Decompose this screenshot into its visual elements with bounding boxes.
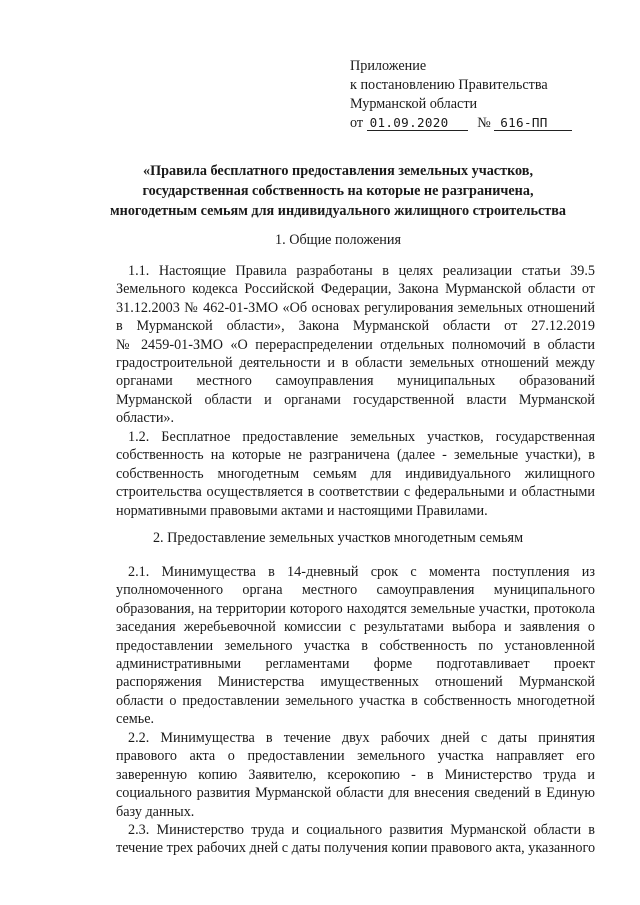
- paragraph-line: строительства осуществляется в соответствии с федеральными и областными: [116, 484, 595, 501]
- paragraph-line: уполномоченного органа местного самоуправления муниципального: [116, 582, 595, 599]
- section-1-heading: 1. Общие положения: [275, 232, 401, 248]
- document-title: [60, 161, 616, 221]
- paragraph-line: органами местного самоуправления муниципальных образований: [116, 373, 595, 390]
- paragraph-line: семье.: [116, 711, 155, 728]
- paragraph-line: Земельного кодекса Российской Федерации, Закона Мурманской области от: [116, 281, 595, 298]
- paragraph-1-2: [116, 428, 595, 520]
- paragraph-line: Мурманской области и органами государственной власти Мурманской: [116, 391, 595, 408]
- paragraph-2-3: [116, 821, 595, 858]
- paragraph-line: 2.1. Минимущества в 14-дневный срок с момента поступления из: [128, 564, 595, 580]
- number-sign: №: [477, 115, 491, 131]
- paragraph-line: собственность на которые не разграничена (далее - земельные участки), в: [116, 447, 595, 464]
- appendix-title: Приложение: [350, 58, 427, 74]
- appendix-header: [350, 57, 572, 133]
- paragraph-line: течение трех рабочих дней с даты получения копии правового акта, указанного: [116, 840, 596, 857]
- date-prefix: от: [350, 115, 364, 131]
- resolution-date: 01.09.2020: [367, 115, 468, 131]
- paragraph-line: 1.1. Настоящие Правила разработаны в целях реализации статьи 39.5: [128, 263, 595, 279]
- resolution-number: 616-ПП: [494, 115, 572, 131]
- paragraph-line: 2.2. Минимущества в течение двух рабочих дней с даты принятия: [128, 730, 595, 746]
- paragraph-line: области».: [116, 410, 175, 427]
- paragraph-line: образования, на территории которого находятся земельные участки, протокола: [116, 600, 595, 617]
- appendix-date-number-line: [350, 114, 572, 133]
- title-line-3: многодетным семьям для индивидуального жилищного строительства: [109, 203, 566, 219]
- paragraph-line: № 2459-01-ЗМО «О перераспределении отдельных полномочий в области: [116, 336, 595, 353]
- title-line-2: государственная собственность на которые не разграничена,: [142, 183, 534, 199]
- title-line-1: «Правила бесплатного предоставления земельных участков,: [142, 163, 534, 179]
- paragraph-2-1: [116, 563, 595, 729]
- paragraph-line: 2.3. Министерство труда и социального развития Мурманской области в: [128, 822, 595, 838]
- paragraph-line: 31.12.2003 № 462-01-ЗМО «Об основах регулирования земельных отношений: [116, 299, 595, 316]
- paragraph-line: правового акта о предоставлении земельного участка направляет его: [116, 748, 595, 765]
- paragraph-line: административными регламентами форме подготавливает проект: [116, 656, 595, 673]
- paragraph-line: нормативными правовыми актами и настоящими Правилами.: [116, 502, 488, 519]
- paragraph-line: собственность многодетным семьям для индивидуального жилищного: [116, 465, 595, 482]
- paragraph-line: социального развития Мурманской области для внесения сведений в Единую: [116, 785, 595, 802]
- paragraph-2-2: [116, 729, 595, 821]
- paragraph-line: в Мурманской области», Закона Мурманской области от 27.12.2019: [116, 318, 595, 335]
- paragraph-line: распоряжения Министерства имущественных отношений Мурманской: [116, 674, 595, 691]
- appendix-region-line: Мурманской области: [350, 96, 478, 112]
- paragraph-line: заверенную копию Заявителю, ксерокопию - в Министерство труда и: [116, 766, 595, 783]
- paragraph-line: 1.2. Бесплатное предоставление земельных участков, государственная: [128, 429, 595, 445]
- paragraph-line: градостроительной деятельности и в области земельных отношений между: [116, 355, 595, 372]
- paragraph-line: предоставлении земельного участка в собственность по установленной: [116, 637, 595, 654]
- appendix-resolution-line: к постановлению Правительства: [350, 77, 548, 93]
- section-2-heading: 2. Предоставление земельных участков многодетным семьям: [152, 530, 524, 546]
- paragraph-line: базу данных.: [116, 803, 195, 820]
- paragraph-line: области о предоставлении земельного участка в собственность многодетной: [116, 692, 595, 709]
- paragraph-line: заседания жеребьевочной комиссии с результатами выбора и заявления о: [116, 619, 595, 636]
- paragraph-1-1: [116, 262, 595, 428]
